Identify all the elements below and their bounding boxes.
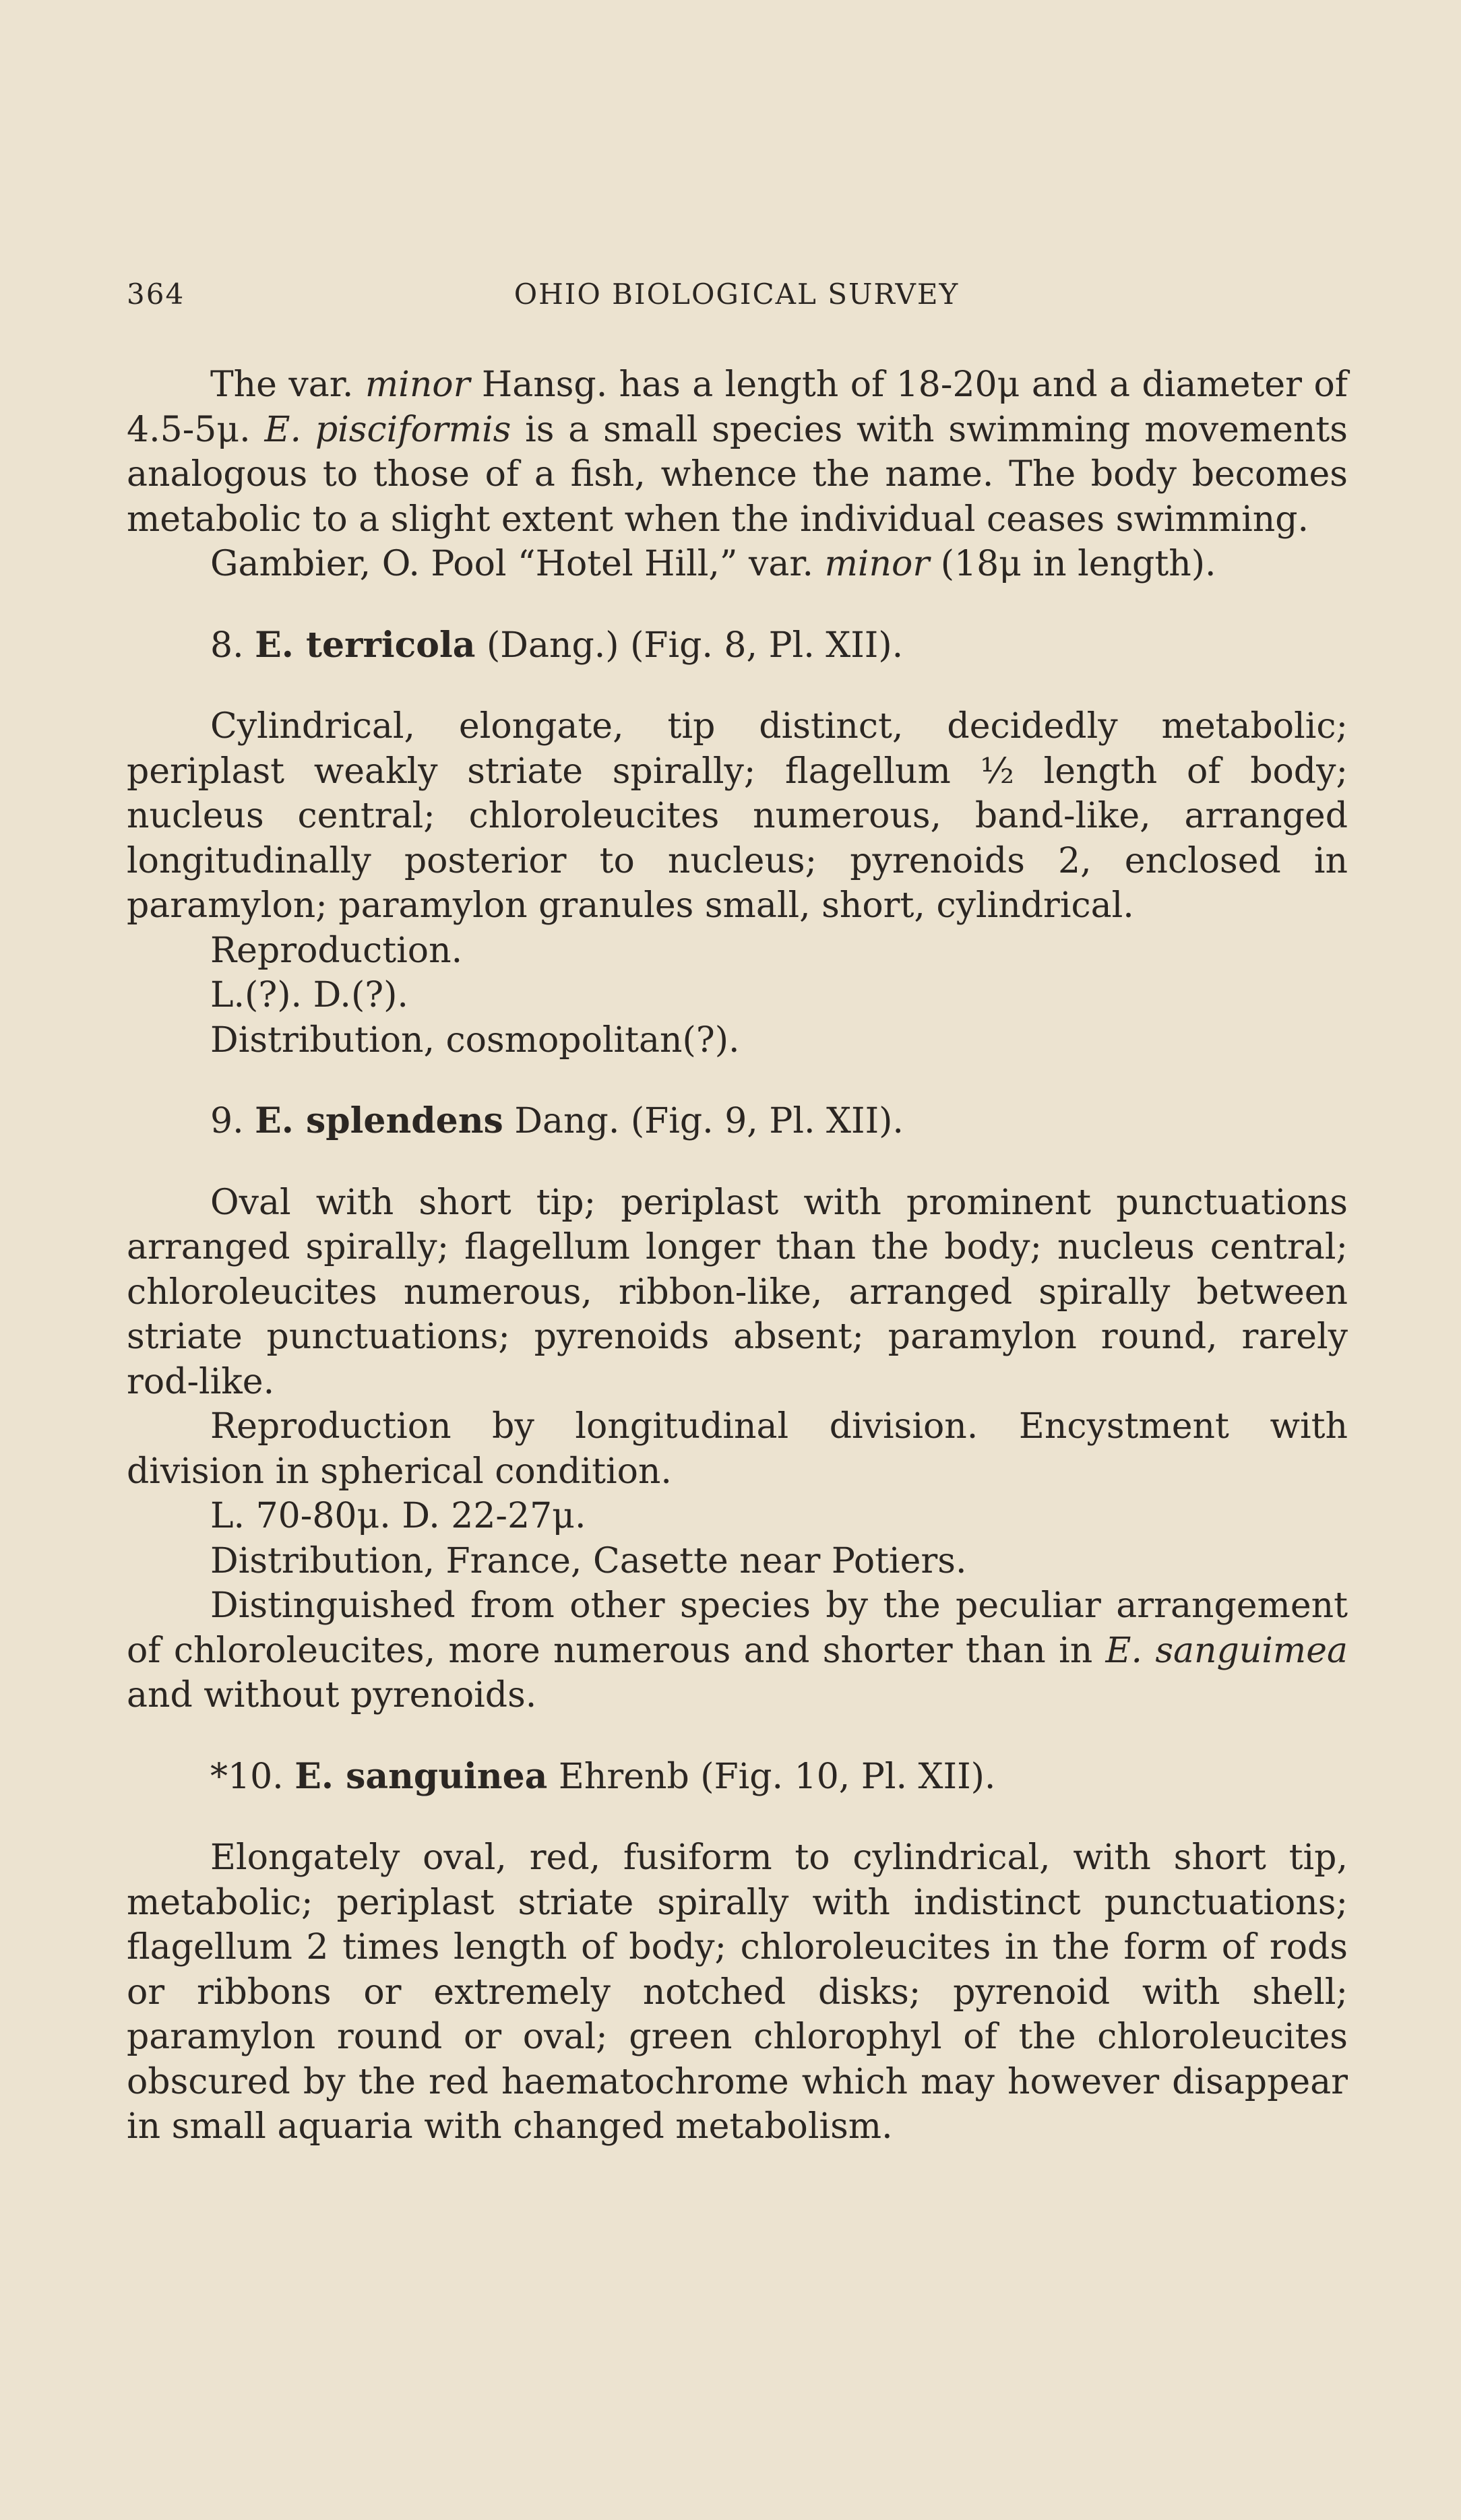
paragraph	[127, 1404, 1348, 1494]
species-name: E. terricola	[255, 624, 476, 666]
paragraph	[127, 1180, 1348, 1405]
text-run: 8.	[210, 625, 255, 666]
italic-term: E. pisciformis	[264, 409, 511, 450]
text-run: L. 70-80μ. D. 22-27μ.	[210, 1496, 586, 1536]
text-run: and without pyrenoids.	[127, 1675, 537, 1715]
text-run: The var.	[210, 365, 365, 405]
text-run: Reproduction by longitudinal division. Encystment with division in spherical condition.	[127, 1406, 1348, 1492]
species-name: E. splendens	[255, 1100, 503, 1141]
paragraph-gap	[127, 587, 1348, 623]
text-run: Distribution, cosmopolitan(?).	[210, 1019, 740, 1061]
paragraph	[127, 1583, 1348, 1718]
text-run: 9.	[210, 1101, 255, 1141]
italic-term: minor	[824, 544, 930, 584]
species-heading	[127, 623, 1348, 668]
text-run: *10.	[210, 1756, 295, 1797]
paragraph	[127, 1018, 1348, 1063]
text-run: Oval with short tip; periplast with prominent punctuations arranged spirally; flagellum longer than the body; nucleus central; chloroleucites numerous, ribbon-like, arranged spirally between striate punctuations; pyrenoids absent; paramylon round, rarely rod-like.	[127, 1182, 1348, 1402]
paragraph	[127, 1835, 1348, 2149]
species-name: E. sanguinea	[294, 1755, 548, 1797]
paragraph-gap	[127, 1063, 1348, 1099]
text-run: Distribution, France, Casette near Potiers.	[210, 1540, 967, 1581]
species-heading	[127, 1755, 1348, 1800]
italic-term: E. sanguimea	[1105, 1630, 1348, 1671]
text-run: Cylindrical, elongate, tip distinct, decidedly metabolic; periplast weakly striate spirally; flagellum ½ length of body; nucleus central; chloroleucites numerous, band-like, arranged longitudinally posterior to nucleus; pyrenoids 2, enclosed in paramylon; paramylon granules small, short, cylindrical.	[127, 706, 1348, 926]
paragraph-gap	[127, 668, 1348, 704]
paragraph	[127, 928, 1348, 974]
text-run: (18μ in length).	[929, 544, 1216, 584]
paragraph	[127, 973, 1348, 1018]
text-run: Elongately oval, red, fusiform to cylindrical, with short tip, metabolic; periplast striate spirally with indistinct punctuations; flagellum 2 times length of body; chloroleucites in the form of rods or ribbons or extremely notched disks; pyrenoid with shell; paramylon round or oval; green chlorophyl of the chloroleucites obscured by the red haematochrome which may however disappear in small aquaria with changed metabolism.	[127, 1837, 1348, 2147]
text-run: Ehrenb (Fig. 10, Pl. XII).	[547, 1756, 996, 1797]
paragraph-gap	[127, 1144, 1348, 1180]
species-heading	[127, 1099, 1348, 1144]
page-number: 364	[127, 278, 185, 311]
text-run: Reproduction.	[210, 930, 463, 971]
text-run: is a small species with swimming movements analogous to those of a fish, whence the name. The body becomes metabolic to a slight extent when the individual ceases swimming.	[127, 409, 1348, 540]
running-title: OHIO BIOLOGICAL SURVEY	[514, 278, 960, 311]
text-run: Distinguished from other species by the peculiar arrangement of chloroleucites, more numerous and shorter than in	[127, 1585, 1348, 1671]
text-run: Dang. (Fig. 9, Pl. XII).	[503, 1101, 904, 1141]
italic-term: minor	[365, 365, 470, 405]
paragraph	[127, 1539, 1348, 1584]
paragraph-gap	[127, 1799, 1348, 1835]
paragraph	[127, 363, 1348, 542]
page-body	[127, 363, 1348, 2149]
text-run: (Dang.) (Fig. 8, Pl. XII).	[475, 625, 904, 666]
paragraph	[127, 1494, 1348, 1539]
paragraph	[127, 704, 1348, 928]
paragraph	[127, 542, 1348, 587]
text-run: Hansg. has a length of 18-20μ and a diameter of 4.5-5μ.	[127, 365, 1348, 450]
text-run: L.(?). D.(?).	[210, 975, 408, 1015]
running-header	[127, 278, 1346, 325]
text-run: Gambier, O. Pool “Hotel Hill,” var.	[210, 544, 825, 584]
paragraph-gap	[127, 1718, 1348, 1755]
